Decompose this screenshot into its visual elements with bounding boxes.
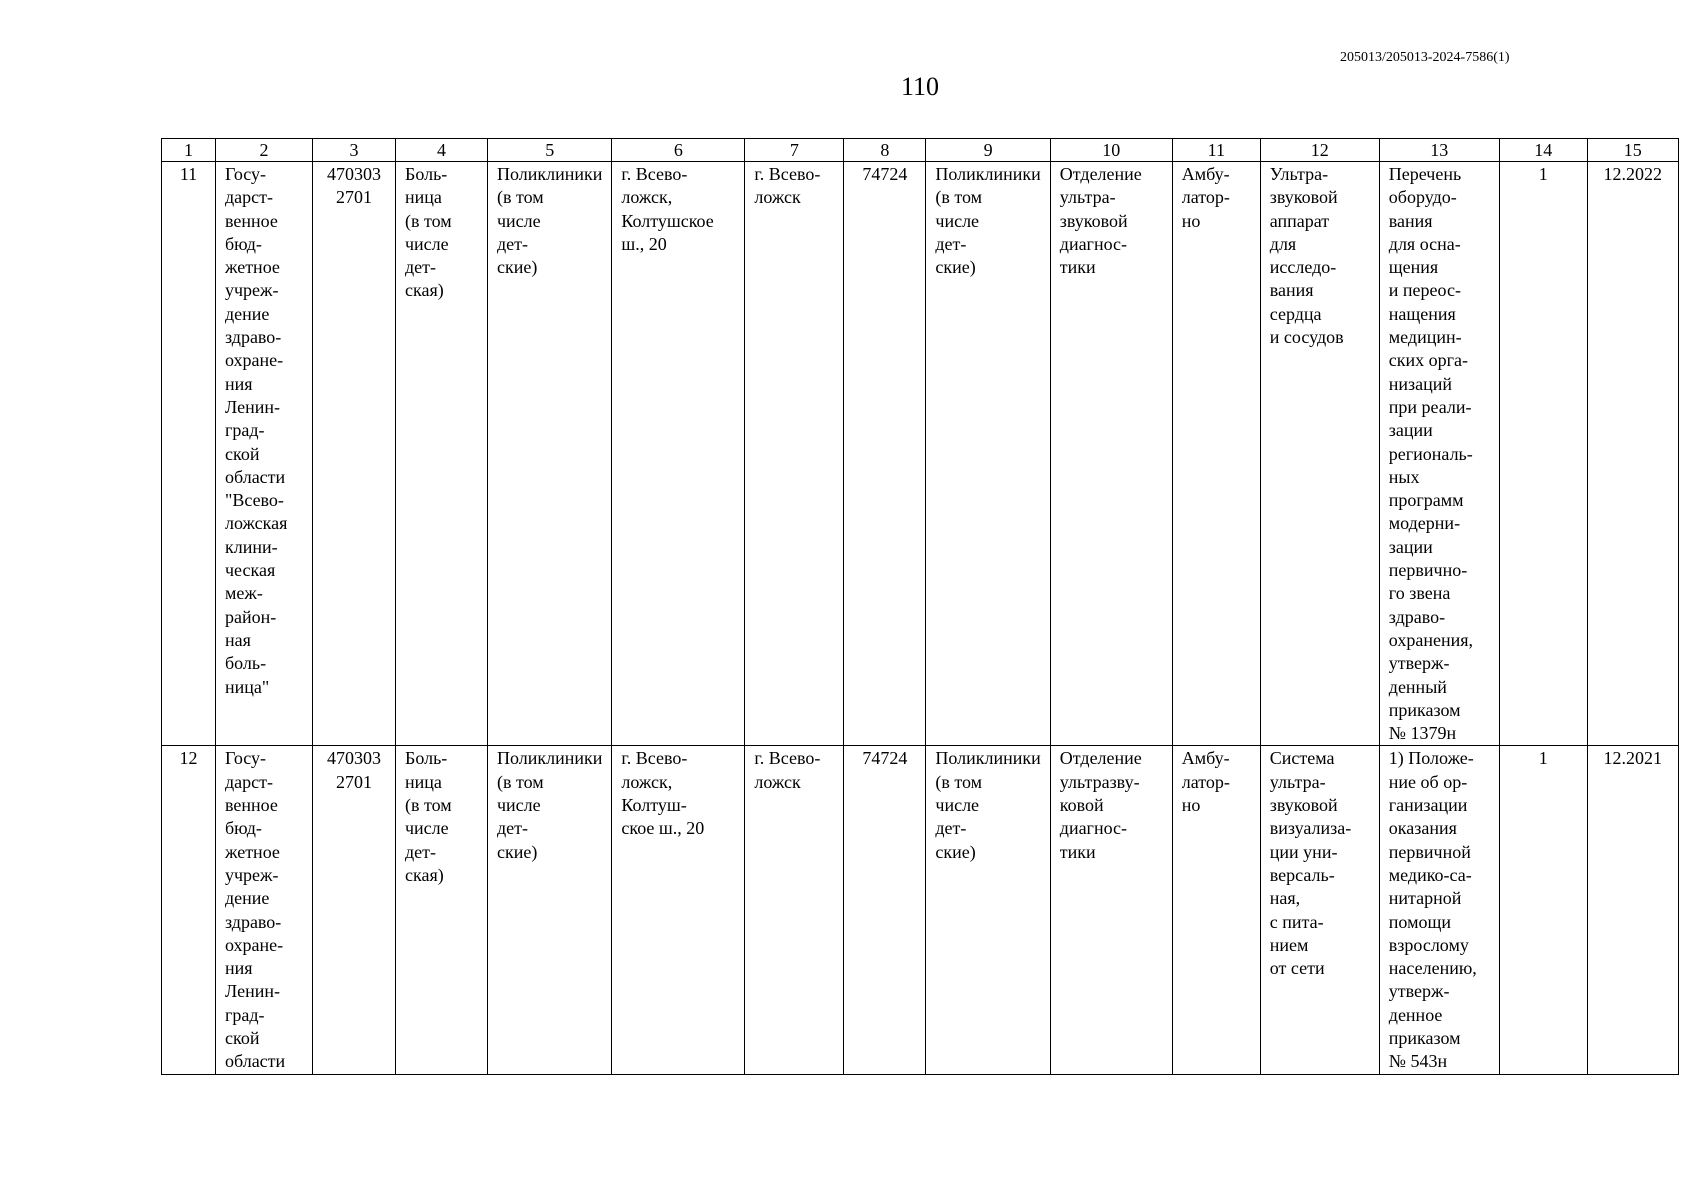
- column-number: 14: [1499, 139, 1587, 162]
- column-number: 12: [1260, 139, 1379, 162]
- column-number: 10: [1050, 139, 1172, 162]
- equipment-cell: Ультра- звуковой аппарат для исследо- вания сердца и сосудов: [1260, 162, 1379, 746]
- column-number: 2: [216, 139, 313, 162]
- table-row: [162, 746, 1679, 1074]
- column-number: 8: [844, 139, 926, 162]
- page-number: 110: [900, 72, 940, 101]
- table-row: [162, 162, 1679, 746]
- row-number-cell: 11: [162, 162, 216, 746]
- regulation-cell: 1) Положе- ние об ор- ганизации оказания первичной медико-са- нитарной помощи взрослому населению, утверж- денное приказом № 543н: [1379, 746, 1499, 1074]
- organization-name-cell: Госу- дарст- венное бюд- жетное учреж- дение здраво- охране- ния Ленин- град- ской области: [216, 746, 313, 1074]
- subdivision-type-cell: Поликлиники (в том числе дет- ские): [488, 746, 612, 1074]
- structural-unit-type-cell: Поликлиники (в том числе дет- ские): [926, 162, 1050, 746]
- quantity-cell: 1: [1499, 746, 1587, 1074]
- column-number: 9: [926, 139, 1050, 162]
- department-cell: Отделение ультразву- ковой диагнос- тики: [1050, 746, 1172, 1074]
- column-number: 3: [313, 139, 396, 162]
- register-table: [161, 138, 1679, 1075]
- date-cell: 12.2021: [1587, 746, 1678, 1074]
- column-number: 15: [1587, 139, 1678, 162]
- address-cell: г. Всево- ложск, Колтушское ш., 20: [612, 162, 745, 746]
- column-number: 7: [745, 139, 844, 162]
- locality-cell: г. Всево- ложск: [745, 746, 844, 1074]
- regulation-cell: Перечень оборудо- вания для осна- щения и переос- нащения медицин- ских орга- низаций при реали- зации региональ- ных программ модерни- зации первично- го звена здраво- охранения, утверж- денный приказом № 1379н: [1379, 162, 1499, 746]
- structural-unit-type-cell: Поликлиники (в том числе дет- ские): [926, 746, 1050, 1074]
- locality-cell: г. Всево- ложск: [745, 162, 844, 746]
- address-cell: г. Всево- ложск, Колтуш- ское ш., 20: [612, 746, 745, 1074]
- care-conditions-cell: Амбу- латор- но: [1172, 746, 1260, 1074]
- care-conditions-cell: Амбу- латор- но: [1172, 162, 1260, 746]
- column-number-row: [162, 139, 1679, 162]
- organization-name-cell: Госу- дарст- венное бюд- жетное учреж- дение здраво- охране- ния Ленин- град- ской области "Всево- ложская клини- ческая меж- район- ная боль- ница": [216, 162, 313, 746]
- date-cell: 12.2022: [1587, 162, 1678, 746]
- column-number: 5: [488, 139, 612, 162]
- quantity-cell: 1: [1499, 162, 1587, 746]
- inn-cell: 470303 2701: [313, 746, 396, 1074]
- equipment-cell: Система ультра- звуковой визуализа- ции уни- версаль- ная, с пита- нием от сети: [1260, 746, 1379, 1074]
- subdivision-type-cell: Поликлиники (в том числе дет- ские): [488, 162, 612, 746]
- facility-type-cell: Боль- ница (в том числе дет- ская): [396, 746, 488, 1074]
- column-number: 11: [1172, 139, 1260, 162]
- department-cell: Отделение ультра- звуковой диагнос- тики: [1050, 162, 1172, 746]
- facility-type-cell: Боль- ница (в том числе дет- ская): [396, 162, 488, 746]
- column-number: 13: [1379, 139, 1499, 162]
- column-number: 6: [612, 139, 745, 162]
- column-number: 1: [162, 139, 216, 162]
- inn-cell: 470303 2701: [313, 162, 396, 746]
- row-number-cell: 12: [162, 746, 216, 1074]
- population-cell: 74724: [844, 746, 926, 1074]
- document-id: 205013/205013-2024-7586(1): [1340, 50, 1510, 65]
- population-cell: 74724: [844, 162, 926, 746]
- column-number: 4: [396, 139, 488, 162]
